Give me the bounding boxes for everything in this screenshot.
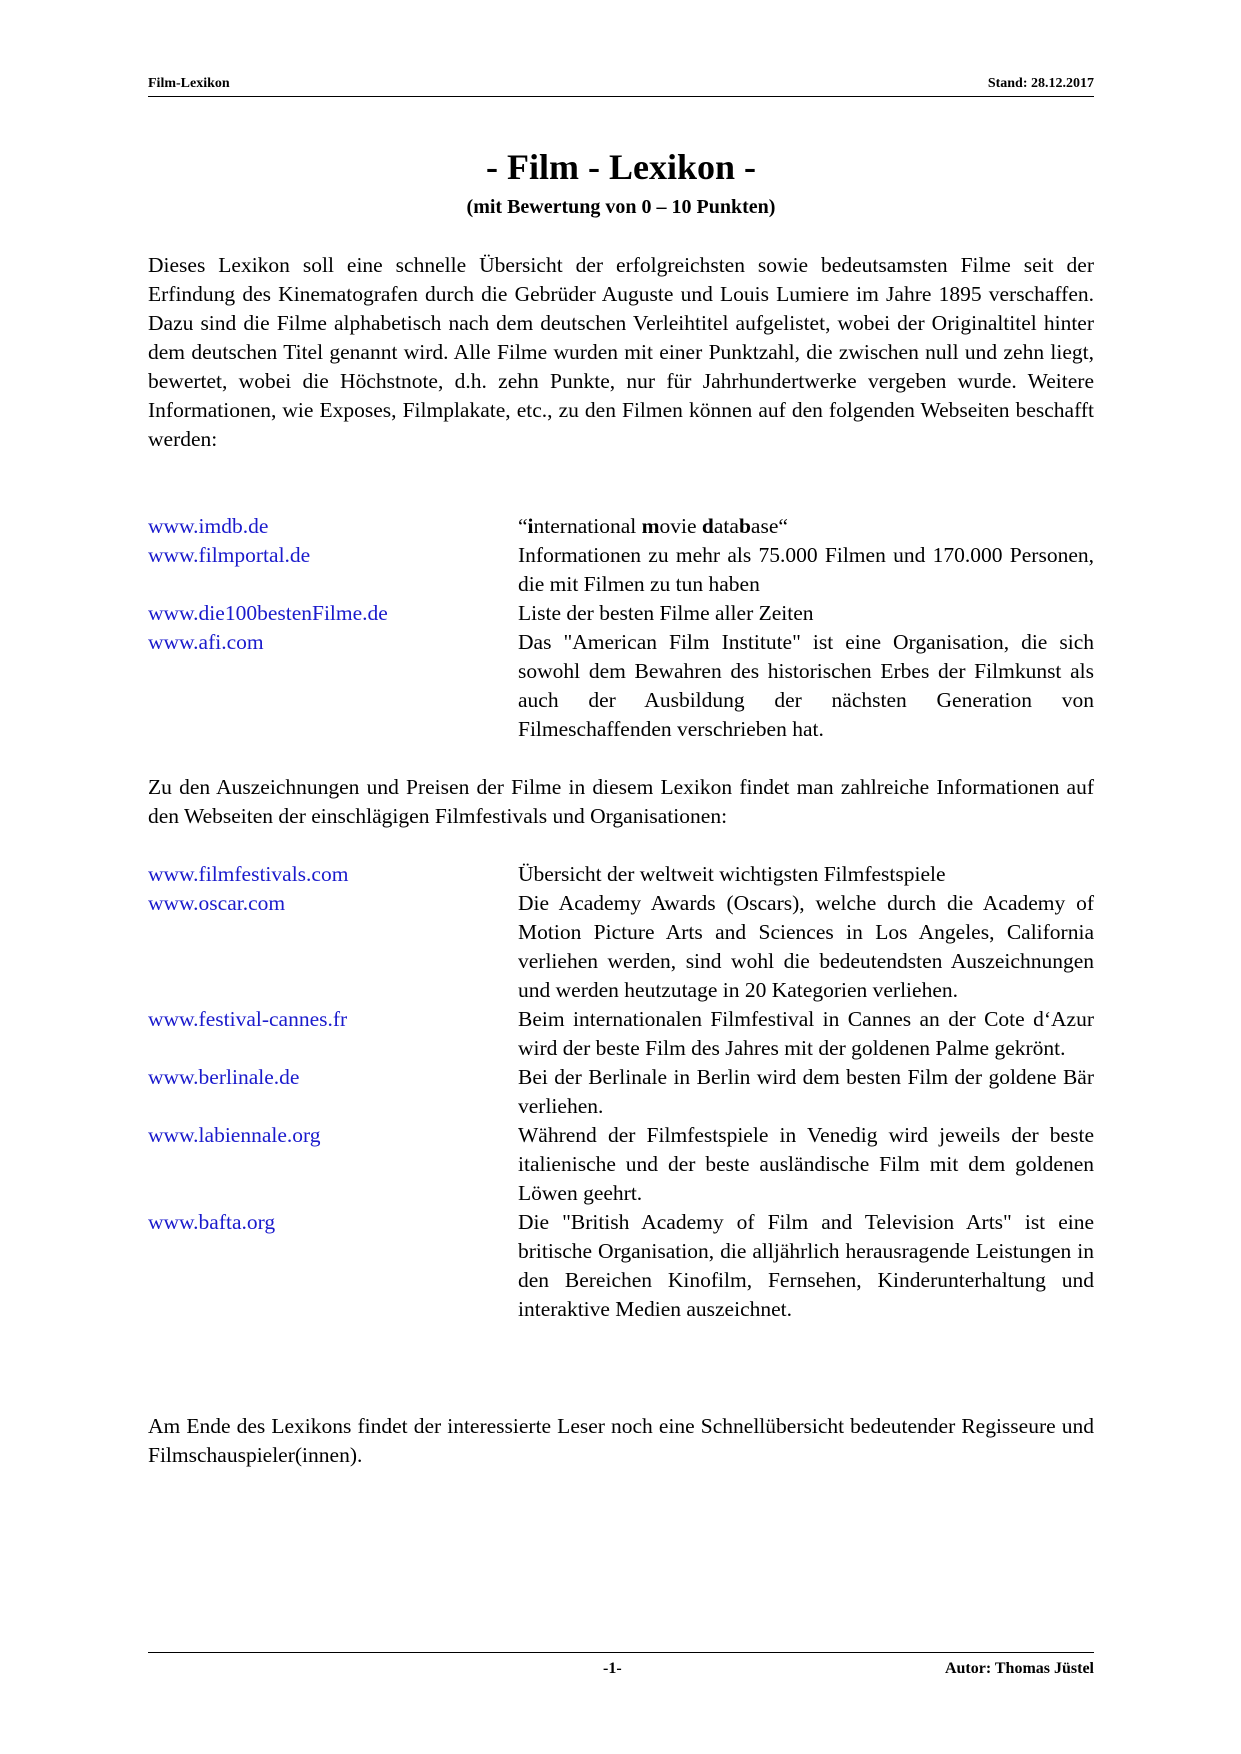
link-filmportal[interactable]: www.filmportal.de [148, 543, 311, 567]
link-row [148, 1121, 1094, 1208]
link-description: Die "British Academy of Film and Television Arts" ist eine britische Organisation, die alljährlich herausragende Leistungen in den Bereichen Kinofilm, Fernsehen, Kinderunterhaltung und interaktive Medien auszeichnet. [518, 1210, 1094, 1321]
link-row [148, 860, 1094, 889]
header-title: Film-Lexikon [148, 76, 230, 91]
link-row [148, 628, 1094, 744]
page-number: -1- [603, 1660, 622, 1677]
link-row [148, 1208, 1094, 1324]
desc-part: ovie [659, 514, 702, 538]
header-rule [148, 96, 1094, 97]
link-row [148, 541, 1094, 599]
header-date: Stand: 28.12.2017 [987, 76, 1094, 91]
link-row [148, 1063, 1094, 1121]
document-title: - Film - Lexikon - [486, 147, 756, 187]
link-die100bestenfilme[interactable]: www.die100bestenFilme.de [148, 601, 388, 625]
link-row [148, 599, 1094, 628]
document-page [148, 0, 1094, 1754]
link-row [148, 1005, 1094, 1063]
link-description: Beim internationalen Filmfestival in Cannes an der Cote d‘Azur wird der beste Film des Jahres mit der goldenen Palme gekrönt. [518, 1007, 1094, 1060]
link-festival-cannes[interactable]: www.festival-cannes.fr [148, 1007, 348, 1031]
awards-intro-paragraph: Zu den Auszeichnungen und Preisen der Filme in diesem Lexikon findet man zahlreiche Informationen auf den Webseiten der einschlägigen Filmfestivals und Organisationen: [148, 775, 1094, 828]
desc-part: ase“ [750, 514, 788, 538]
link-description: Bei der Berlinale in Berlin wird dem besten Film der goldene Bär verliehen. [518, 1065, 1094, 1118]
desc-part: ata [713, 514, 739, 538]
desc-part-bold: i [527, 514, 534, 538]
link-oscar[interactable]: www.oscar.com [148, 891, 286, 915]
resource-link-list [148, 512, 1094, 744]
link-afi[interactable]: www.afi.com [148, 630, 264, 654]
link-imdb[interactable]: www.imdb.de [148, 514, 269, 538]
document-subtitle: (mit Bewertung von 0 – 10 Punkten) [466, 196, 776, 218]
link-description: Das "American Film Institute" ist eine Organisation, die sich sowohl dem Bewahren des historischen Erbes der Filmkunst als auch der Ausbildung der nächsten Generation von Filmeschaffenden verschrieben hat. [518, 630, 1094, 741]
link-row [148, 512, 1094, 541]
desc-part-bold: b [738, 514, 751, 538]
link-row [148, 889, 1094, 1005]
link-bafta[interactable]: www.bafta.org [148, 1210, 276, 1234]
link-description: Während der Filmfestspiele in Venedig wird jeweils der beste italienische und der beste ausländische Film mit dem goldenen Löwen geehrt. [518, 1123, 1094, 1205]
page-footer [148, 1660, 1094, 1680]
link-filmfestivals[interactable]: www.filmfestivals.com [148, 862, 349, 886]
link-description: Übersicht der weltweit wichtigsten Filmfestspiele [518, 862, 946, 886]
desc-part-bold: m [641, 514, 660, 538]
link-description: Informationen zu mehr als 75.000 Filmen und 170.000 Personen, die mit Filmen zu tun haben [518, 543, 1094, 596]
footer-author: Autor: Thomas Jüstel [944, 1660, 1094, 1677]
desc-part-bold: d [701, 514, 714, 538]
link-berlinale[interactable]: www.berlinale.de [148, 1065, 300, 1089]
page-header [148, 76, 1094, 95]
festival-link-list [148, 860, 1094, 1324]
intro-paragraph: Dieses Lexikon soll eine schnelle Übersicht der erfolgreichsten sowie bedeutsamsten Filme seit der Erfindung des Kinematografen durch die Gebrüder Auguste und Louis Lumiere im Jahre 1895 verschaffen. Dazu sind die Filme alphabetisch nach dem deutschen Verleihtitel aufgelistet, wobei der Originaltitel hinter dem deutschen Titel genannt wird. Alle Filme wurden mit einer Punktzahl, die zwischen null und zehn liegt, bewertet, wobei die Höchstnote, d.h. zehn Punkte, nur für Jahrhundertwerke vergeben wurde. Weitere Informationen, wie Exposes, Filmplakate, etc., zu den Filmen können auf den folgenden Webseiten beschafft werden: [148, 253, 1094, 451]
link-description [518, 512, 1094, 541]
link-description: Liste der besten Filme aller Zeiten [518, 601, 814, 625]
link-description: Die Academy Awards (Oscars), welche durch die Academy of Motion Picture Arts and Sciences in Los Angeles, California verliehen werden, sind wohl die bedeutendsten Auszeichnungen und werden heutzutage in 20 Kategorien verliehen. [518, 891, 1094, 1002]
link-labiennale[interactable]: www.labiennale.org [148, 1123, 321, 1147]
footer-rule [148, 1652, 1094, 1653]
desc-part: nternational [533, 514, 642, 538]
closing-paragraph: Am Ende des Lexikons findet der interessierte Leser noch eine Schnellübersicht bedeutender Regisseure und Filmschauspieler(innen). [148, 1414, 1094, 1467]
desc-part: “ [518, 514, 528, 538]
